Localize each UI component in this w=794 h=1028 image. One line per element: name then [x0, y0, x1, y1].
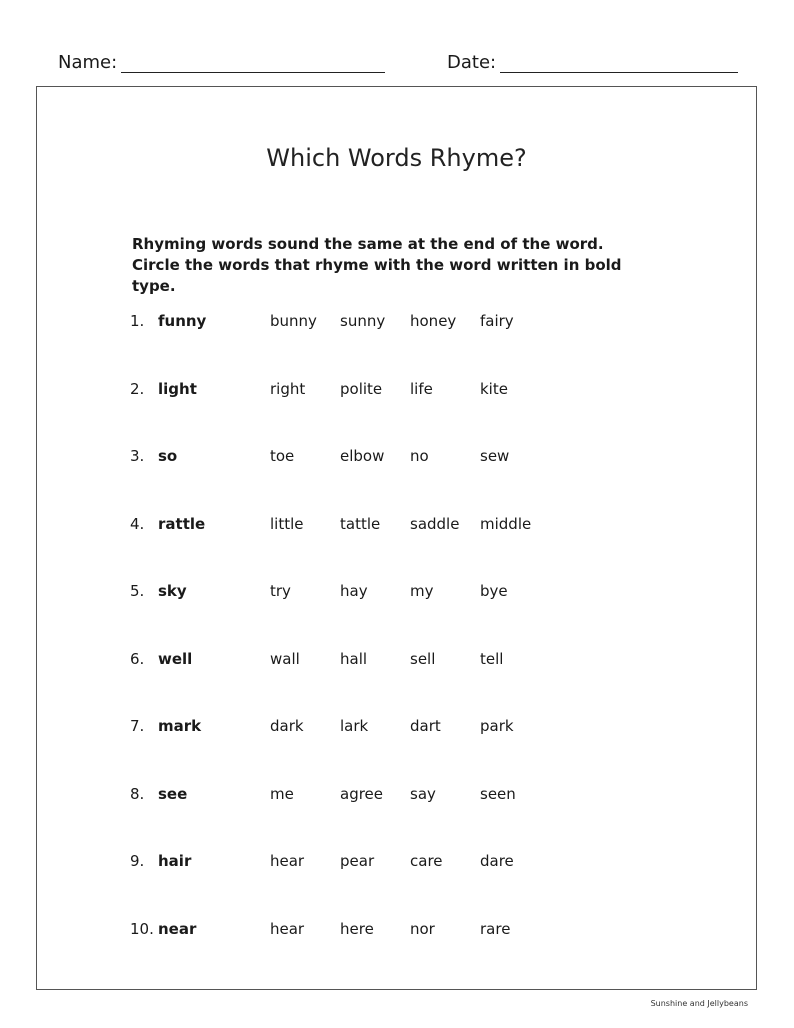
choice-word[interactable]: agree [340, 784, 384, 803]
choice-word[interactable]: sell [410, 649, 436, 668]
choice-word[interactable]: saddle [410, 514, 460, 533]
list-item [37, 447, 756, 471]
choice-word[interactable]: rare [480, 919, 511, 938]
choice-word[interactable]: fairy [480, 312, 514, 330]
target-word: near [158, 919, 197, 938]
choice-word[interactable]: dare [480, 852, 514, 870]
choice-word[interactable]: honey [410, 312, 457, 330]
item-number: 10. [130, 919, 154, 938]
item-number: 7. [130, 717, 145, 735]
item-number: 4. [130, 514, 145, 533]
choice-word[interactable]: hay [340, 582, 368, 600]
choice-word[interactable]: here [340, 919, 374, 938]
item-number: 5. [130, 582, 145, 600]
choice-word[interactable]: me [270, 784, 294, 803]
choice-word[interactable]: middle [480, 514, 532, 533]
name-blank-line[interactable] [121, 54, 385, 73]
item-number: 1. [130, 312, 145, 330]
target-word: well [158, 649, 193, 668]
item-number: 3. [130, 447, 145, 465]
choice-word[interactable]: toe [270, 447, 295, 465]
footer-credit: Sunshine and Jellybeans [650, 999, 748, 1008]
item-number: 9. [130, 852, 145, 870]
list-item [37, 515, 756, 539]
choice-word[interactable]: dart [410, 717, 441, 735]
list-item [37, 920, 756, 944]
list-item [37, 852, 756, 876]
choice-word[interactable]: no [410, 447, 429, 465]
list-item [37, 785, 756, 809]
list-item [37, 582, 756, 606]
choice-word[interactable]: wall [270, 649, 300, 668]
choice-word[interactable]: sew [480, 447, 510, 465]
choice-word[interactable]: park [480, 717, 514, 735]
choice-word[interactable]: nor [410, 919, 435, 938]
item-number: 8. [130, 784, 145, 803]
name-label: Name: [58, 52, 118, 73]
date-blank-line[interactable] [500, 54, 738, 73]
choice-word[interactable]: hear [270, 852, 305, 870]
choice-word[interactable]: hear [270, 919, 305, 938]
choice-word[interactable]: pear [340, 852, 375, 870]
target-word: rattle [158, 514, 206, 533]
choice-word[interactable]: sunny [340, 312, 386, 330]
list-item [37, 380, 756, 404]
choice-word[interactable]: my [410, 582, 434, 600]
list-item [37, 650, 756, 674]
choice-word[interactable]: polite [340, 379, 383, 398]
target-word: mark [158, 717, 202, 735]
target-word: sky [158, 582, 187, 600]
worksheet-title: Which Words Rhyme? [266, 144, 527, 172]
choice-word[interactable]: tattle [340, 514, 381, 533]
list-item [37, 717, 756, 741]
date-field[interactable] [447, 52, 738, 73]
target-word: light [158, 379, 197, 398]
target-word: hair [158, 852, 192, 870]
choice-word[interactable]: right [270, 379, 306, 398]
choice-word[interactable]: lark [340, 717, 369, 735]
choice-word[interactable]: elbow [340, 447, 385, 465]
item-number: 6. [130, 649, 145, 668]
target-word: see [158, 784, 188, 803]
choice-word[interactable]: care [410, 852, 443, 870]
choice-word[interactable]: say [410, 784, 436, 803]
choice-word[interactable]: kite [480, 379, 508, 398]
choice-word[interactable]: tell [480, 649, 504, 668]
choice-word[interactable]: little [270, 514, 304, 533]
choice-word[interactable]: hall [340, 649, 368, 668]
choice-word[interactable]: bye [480, 582, 508, 600]
instructions: Rhyming words sound the same at the end of the word. Circle the words that rhyme with the word written in bold type. [132, 235, 622, 295]
target-word: so [158, 447, 178, 465]
list-item [37, 312, 756, 336]
choice-word[interactable]: try [270, 582, 291, 600]
target-word: funny [158, 312, 207, 330]
choice-word[interactable]: life [410, 379, 433, 398]
choice-word[interactable]: bunny [270, 312, 317, 330]
choice-word[interactable]: seen [480, 784, 516, 803]
worksheet-frame [36, 86, 757, 990]
choice-word[interactable]: dark [270, 717, 304, 735]
name-field[interactable] [58, 52, 385, 73]
item-number: 2. [130, 379, 145, 398]
date-label: Date: [447, 52, 497, 73]
